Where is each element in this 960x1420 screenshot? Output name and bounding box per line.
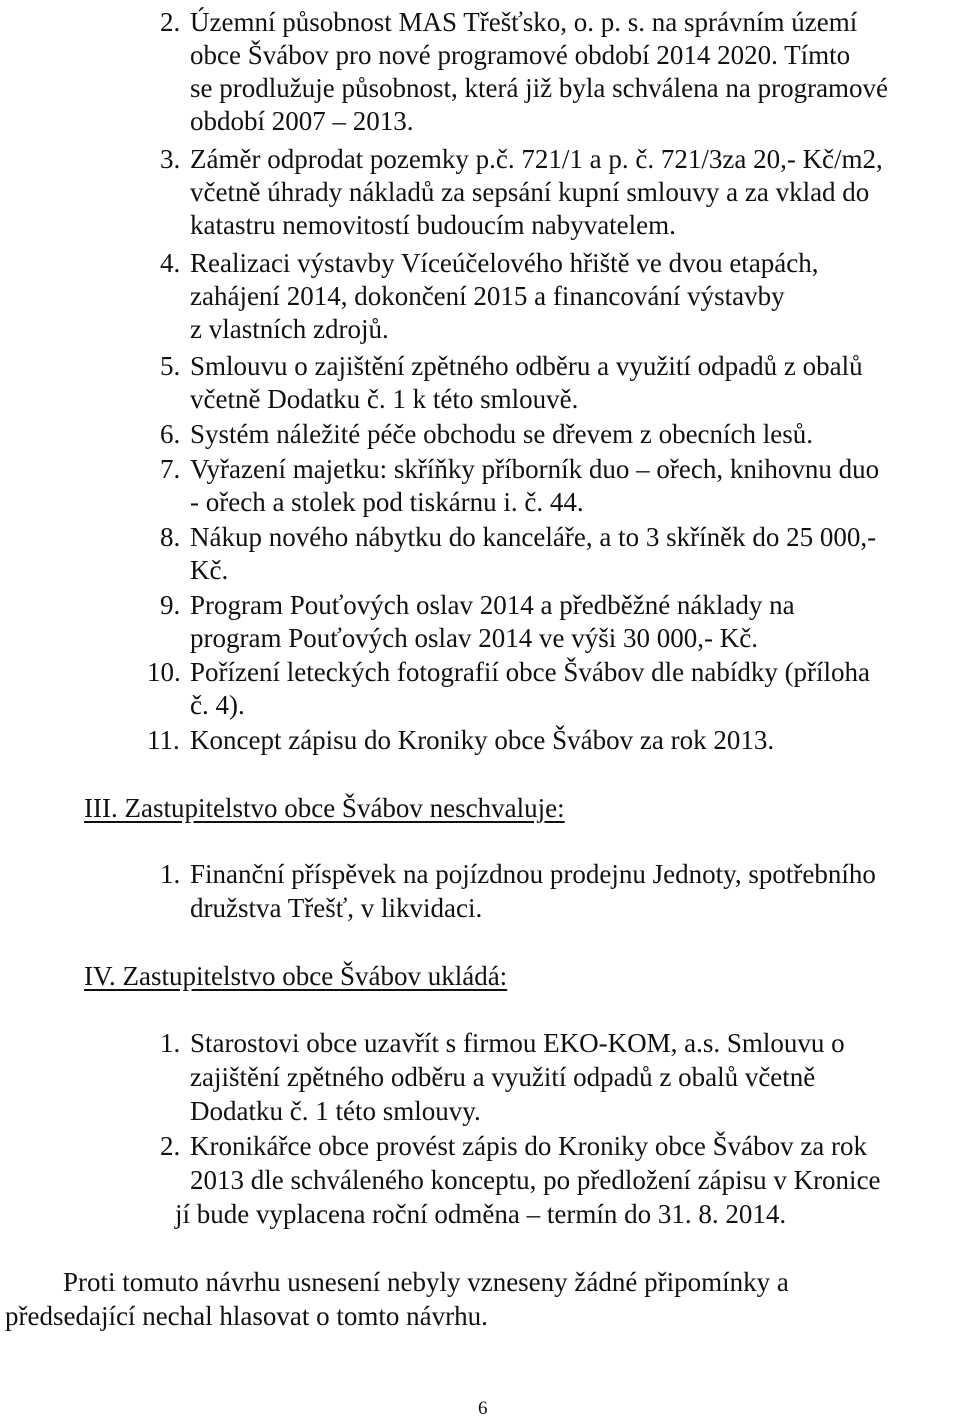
item-number: 11.: [147, 725, 180, 755]
item-text: jí bude vyplacena roční odměna – termín do 31. 8. 2014.: [175, 1199, 787, 1229]
paragraph-line: Proti tomuto návrhu usnesení nebyly vzneseny žádné připomínky a: [63, 1267, 789, 1297]
item-text: č. 4).: [190, 690, 245, 720]
item-text: z vlastních zdrojů.: [190, 314, 389, 344]
item-text: Program Pouťových oslav 2014 a předběžné náklady na: [190, 590, 795, 620]
item-number: 1.: [160, 1028, 181, 1058]
item-text: Záměr odprodat pozemky p.č. 721/1 a p. č. 721/3za 20,- Kč/m2,: [190, 144, 883, 174]
item-text: Pořízení leteckých fotografií obce Švábov dle nabídky (příloha: [190, 657, 871, 687]
item-text: Dodatku č. 1 této smlouvy.: [190, 1096, 481, 1126]
item-text: včetně Dodatku č. 1 k této smlouvě.: [190, 384, 579, 414]
item-number: 2.: [160, 7, 181, 37]
item-text: včetně úhrady nákladů za sepsání kupní smlouvy a za vklad do: [190, 177, 870, 207]
item-number: 9.: [160, 590, 181, 620]
item-text: program Pouťových oslav 2014 ve výši 30 000,- Kč.: [190, 623, 758, 653]
item-text: Kronikářce obce provést zápis do Kroniky obce Švábov za rok: [190, 1131, 868, 1161]
item-text: Finanční příspěvek na pojízdnou prodejnu Jednoty, spotřebního: [190, 859, 876, 889]
item-text: - ořech a stolek pod tiskárnu i. č. 44.: [190, 487, 584, 517]
paragraph-line: předsedající nechal hlasovat o tomto návrhu.: [5, 1301, 488, 1331]
item-number: 6.: [160, 419, 181, 449]
item-text: Smlouvu o zajištění zpětného odběru a využití odpadů z obalů: [190, 351, 863, 381]
item-text: zajištění zpětného odběru a využití odpadů z obalů včetně: [190, 1062, 816, 1092]
item-text: Kč.: [190, 555, 229, 585]
item-number: 10.: [147, 657, 181, 687]
item-text: Realizaci výstavby Víceúčelového hřiště ve dvou etapách,: [190, 248, 819, 278]
item-number: 5.: [160, 351, 181, 381]
item-text: Systém náležité péče obchodu se dřevem z obecních lesů.: [190, 419, 814, 449]
item-text: Starostovi obce uzavřít s firmou EKO-KOM, a.s. Smlouvu o: [190, 1028, 845, 1058]
item-number: 2.: [160, 1131, 181, 1161]
item-number: 8.: [160, 522, 181, 552]
section-heading: III. Zastupitelstvo obce Švábov neschvaluje:: [84, 793, 565, 823]
item-text: Vyřazení majetku: skříňky příborník duo – ořech, knihovnu duo: [190, 454, 880, 484]
item-text: Koncept zápisu do Kroniky obce Švábov za rok 2013.: [190, 725, 775, 755]
item-text: obce Švábov pro nové programové období 2014 2020. Tímto: [190, 40, 851, 70]
item-text: Územní působnost MAS Třešťsko, o. p. s. na správním území: [190, 7, 858, 37]
item-number: 1.: [160, 859, 181, 889]
item-number: 3.: [160, 144, 181, 174]
item-number: 7.: [160, 454, 181, 484]
item-text: období 2007 – 2013.: [190, 106, 414, 136]
item-text: katastru nemovitostí budoucím nabyvatelem.: [190, 210, 676, 240]
item-text: Nákup nového nábytku do kanceláře, a to 3 skříněk do 25 000,-: [190, 522, 877, 552]
item-text: družstva Třešť, v likvidaci.: [190, 893, 483, 923]
item-text: zahájení 2014, dokončení 2015 a financování výstavby: [190, 281, 785, 311]
item-text: 2013 dle schváleného konceptu, po předložení zápisu v Kronice: [190, 1165, 881, 1195]
section-heading: IV. Zastupitelstvo obce Švábov ukládá:: [84, 961, 508, 991]
item-text: se prodlužuje působnost, která již byla schválena na programové: [190, 73, 889, 103]
page-number: 6: [478, 1398, 488, 1419]
item-number: 4.: [160, 248, 181, 278]
